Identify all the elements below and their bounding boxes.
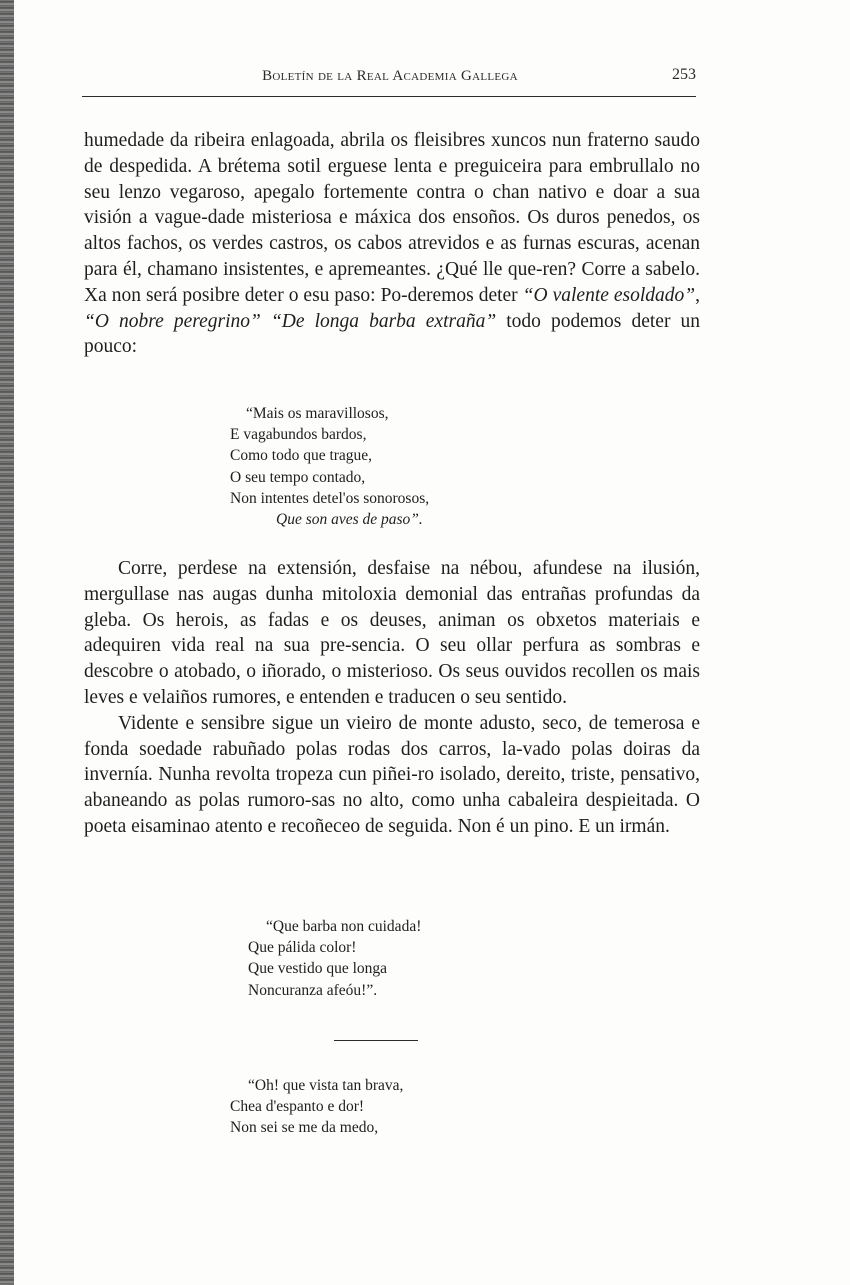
separator-1: ,: [695, 284, 701, 306]
page-header: [84, 66, 696, 92]
italic-phrase-3: “De longa barba extraña”: [270, 310, 497, 332]
verse-line: “Oh! que vista tan brava,: [248, 1077, 404, 1094]
verse-line: Que pálida color!: [248, 939, 357, 957]
paragraph-2: Corre, perdese na extensión, desfaise na nébou, afundese na ilusión, mergullase nas augas dunha mitoloxia demonial das entrañas profundas da gleba. Os herois, as fadas e os deuses, animan os obxetos materiais e adequiren vida real na sua pre-sencia. O seu ollar perfura as sombras e descobre o atobado, o iñorado, o misterioso. Os seus ouvidos recollen os mais leves e velaiños rumores, e entenden e traducen o seu sentido.: [84, 558, 700, 708]
separator-2: [261, 311, 271, 332]
header-rule: [82, 96, 696, 97]
paragraph-1-ending: todo podemos deter un pouco:: [84, 310, 701, 358]
italic-phrase-2: “O nobre peregrino”: [84, 310, 261, 332]
verse-line: Non sei se me da medo,: [230, 1119, 379, 1137]
verse-line: E vagabundos bardos,: [230, 426, 367, 444]
verse-block-3: [230, 1075, 403, 1139]
scan-edge-artifact: [0, 0, 14, 1285]
prose-continuation: [84, 556, 700, 840]
verse-line: Chea d'espanto e dor!: [230, 1098, 365, 1116]
italic-phrase-1: “O valente esoldado”: [522, 284, 696, 306]
verse-line: “Que barba non cuidada!: [266, 918, 422, 935]
verse-line: Non intentes detel'os sonorosos,: [230, 489, 430, 507]
section-divider: [334, 1040, 418, 1041]
page-number: 253: [672, 66, 696, 83]
verse-line: Que vestido que longa: [248, 960, 388, 978]
verse-block-2: [248, 916, 421, 1001]
verse-line-italic: Que son aves de paso”.: [276, 511, 423, 529]
paragraph-1-text: humedade da ribeira enlagoada, abrila os fleisibres xuncos nun fraterno saudo de despedida. A brétema sotil erguese lenta e preguiceira para embrullalo no seu lenzo vegaroso, apegalo fortemente contra o chan nativo e doar a sua visión a vague-dade misteriosa e máxica dos ensoños. Os duros penedos, os altos fachos, os verdes castros, os cabos atrevidos e as furnas escuras, acenan para él, chamano insistentes, e apremeantes. ¿Qué lle que-ren? Corre a sabelo. Xa non será posibre deter o esu paso: Po-deremos deter: [84, 130, 700, 306]
paragraph-3: Vidente e sensibre sigue un vieiro de monte adusto, seco, de temerosa e fonda soedade rabuñado polas rodas dos carros, la-vado polas doiras da invernía. Nunha revolta tropeza cun piñei-ro isolado, dereito, triste, pensativo, abaneando as polas rumoro-sas no alto, como unha cabaleira despieitada. O poeta eisaminao atento e recoñeceo de seguida. Non é un pino. E un irmán.: [84, 712, 700, 837]
verse-line: Noncuranza afeóu!”.: [248, 981, 378, 999]
running-title: Boletín de la Real Academia Gallega: [262, 68, 518, 84]
verse-block-1: [230, 403, 429, 530]
verse-line: O seu tempo contado,: [230, 468, 366, 486]
paragraph-1: [84, 128, 700, 360]
verse-line: Como todo que trague,: [230, 447, 373, 465]
verse-line: “Mais os maravillosos,: [246, 405, 389, 422]
